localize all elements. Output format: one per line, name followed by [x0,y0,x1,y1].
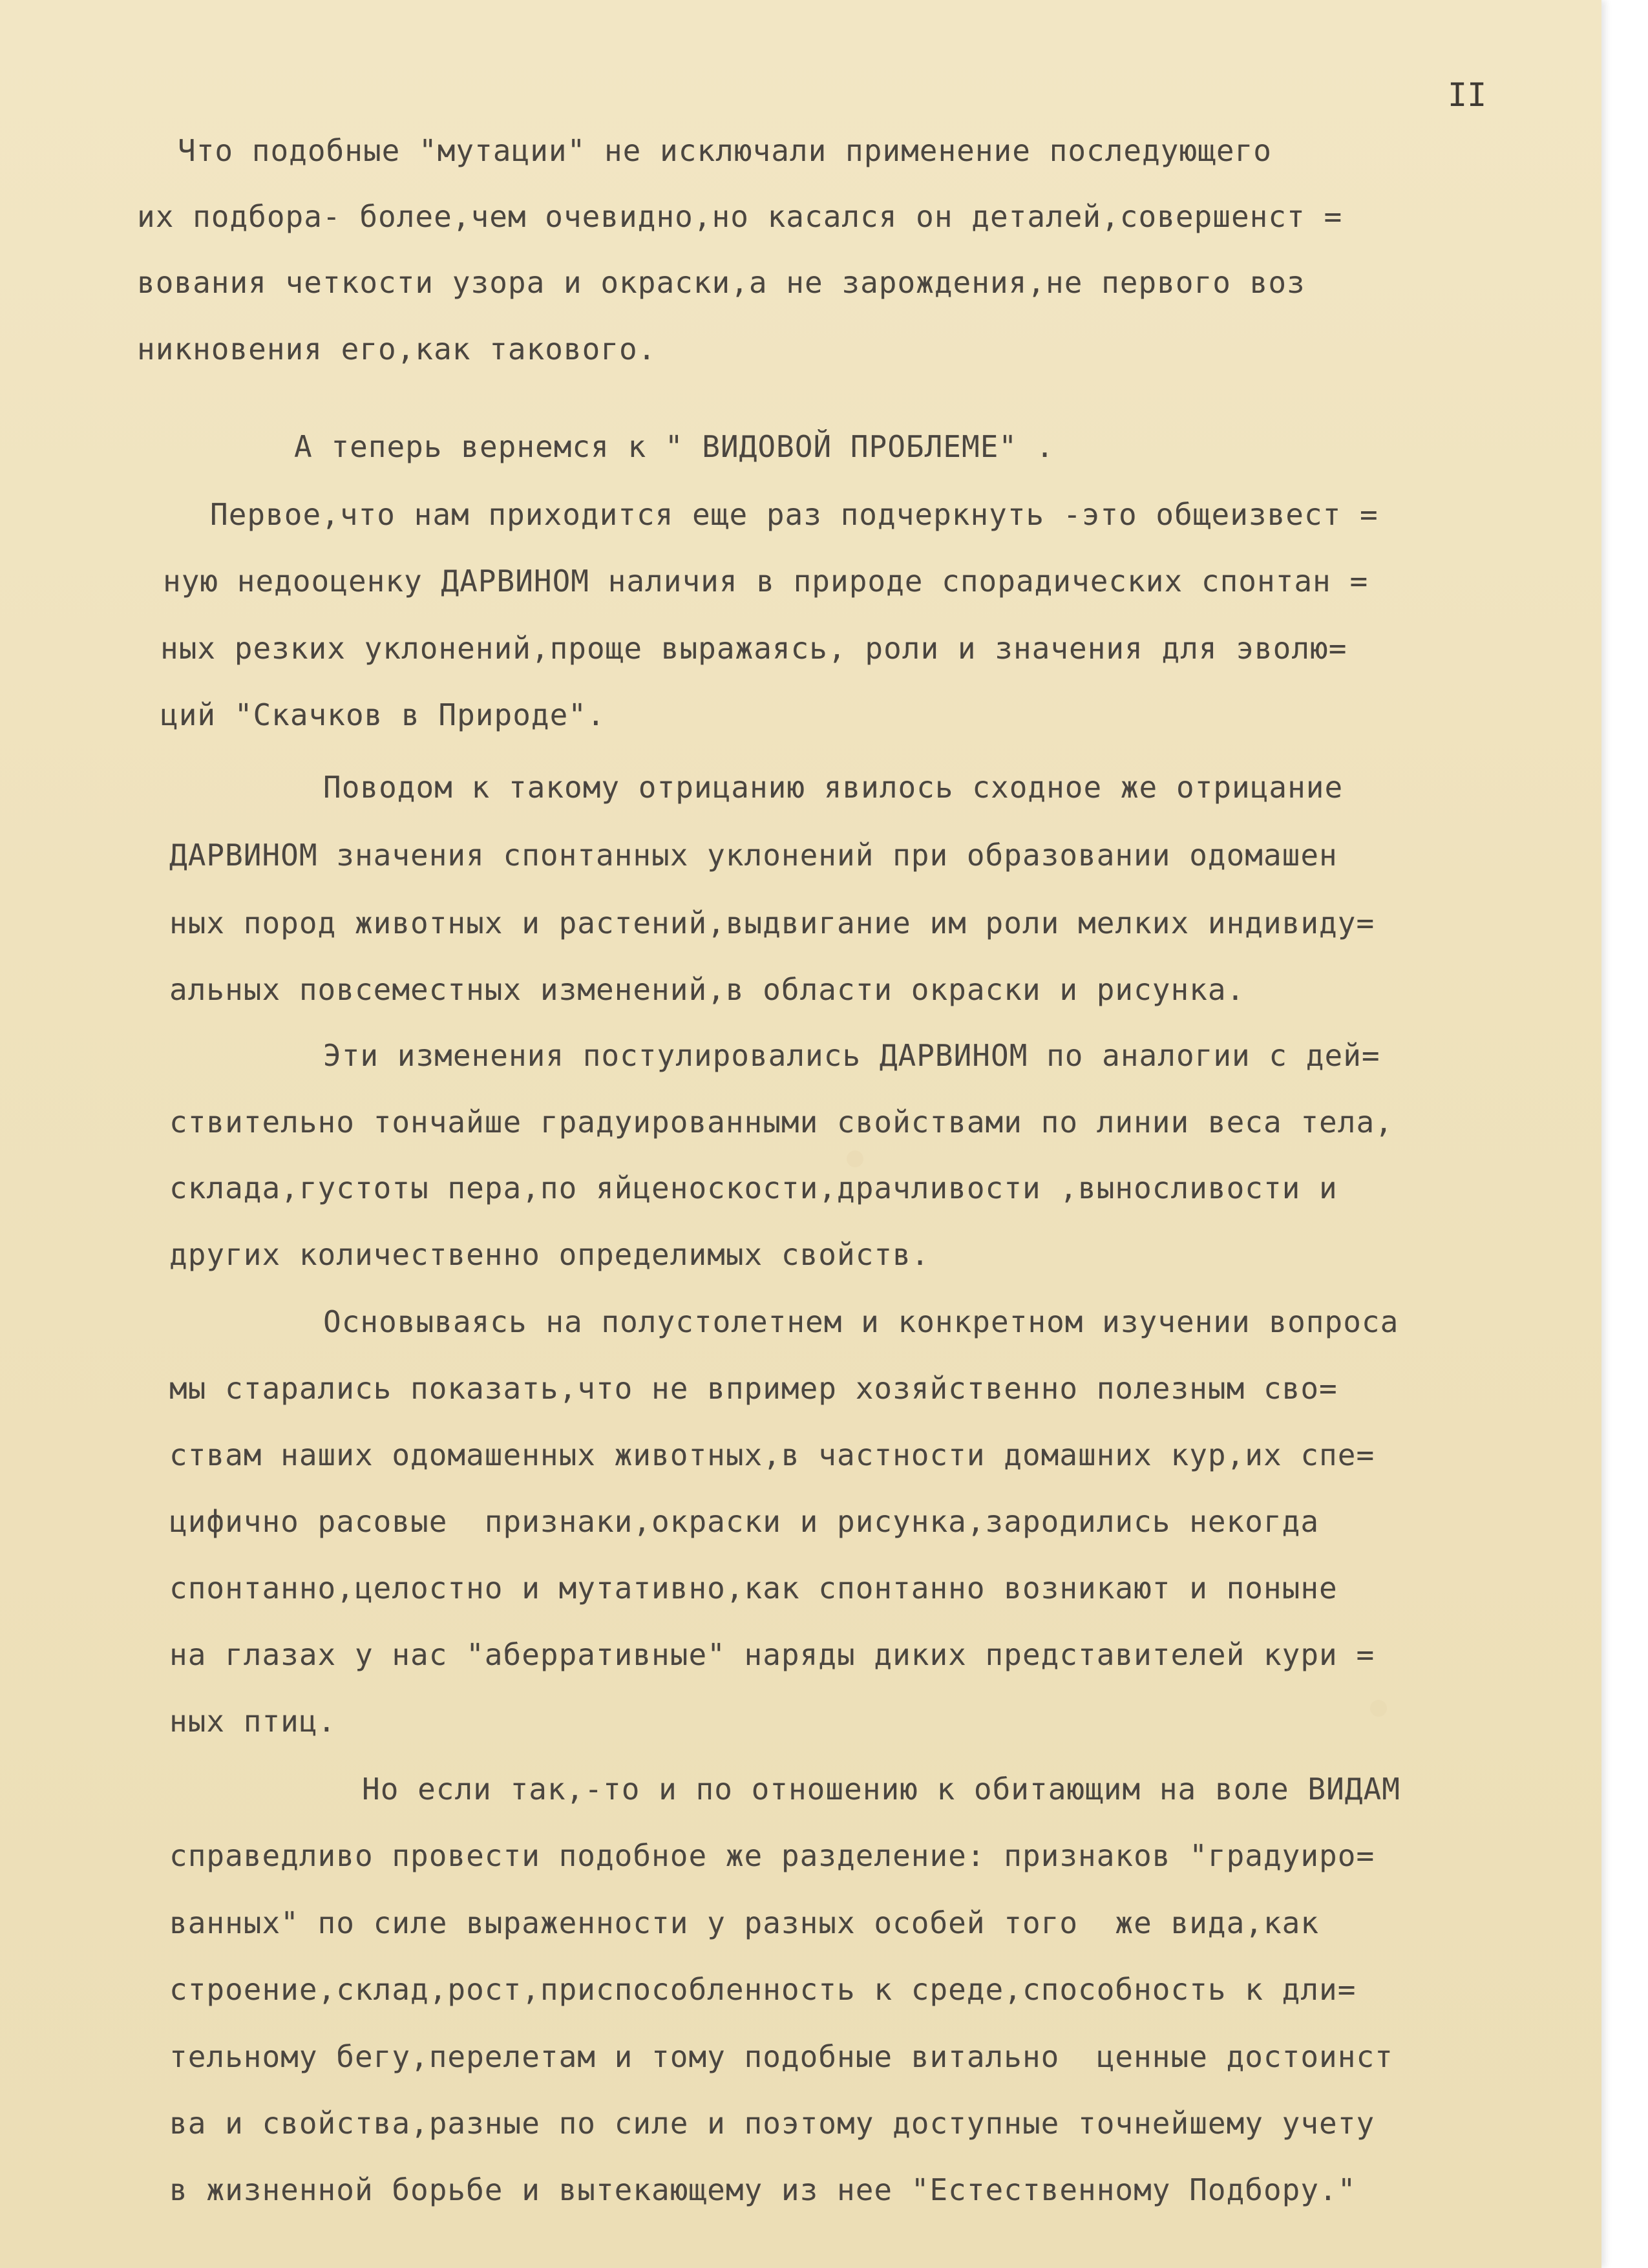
text-line: Основываясь на полустолетнем и конкретном изучении вопроса [323,1304,1399,1339]
text-line: ций "Скачков в Природе". [160,697,606,732]
page-number: II [1448,76,1487,114]
text-line: Поводом к такому отрицанию явилось сходное же отрицание [323,770,1344,805]
text-line: цифично расовые признаки,окраски и рисунка,зародились некогда [169,1504,1320,1539]
text-line: тельному бегу,перелетам и тому подобные витально ценные достоинст [169,2039,1393,2074]
text-line: на глазах у нас "аберративные" наряды диких представителей кури = [169,1637,1375,1672]
text-line: альных повсеместных изменений,в области окраски и рисунка. [169,972,1245,1007]
text-line: Что подобные "мутации" не исключали применение последующего [178,133,1272,168]
text-line: склада,густоты пера,по яйценоскости,драчливости ,выносливости и [169,1171,1338,1205]
text-line: мы старались показать,что не впример хозяйственно полезным сво= [169,1371,1338,1406]
text-line: Первое,что нам приходится еще раз подчеркнуть -это общеизвест = [210,497,1379,532]
text-line: никновения его,как такового. [137,332,657,366]
text-line: ных птиц. [169,1704,337,1739]
text-line: спонтанно,целостно и мутативно,как спонтанно возникают и поныне [169,1571,1338,1606]
text-line: ДАРВИНОМ значения спонтанных уклонений при образовании одомашен [169,838,1338,873]
text-line: в жизненной борьбе и вытекающему из нее "Естественному Подбору." [169,2172,1357,2207]
text-line: вования четкости узора и окраски,а не зарождения,не первого воз [137,265,1305,300]
text-line: ствам наших одомашенных животных,в частности домашних кур,их спе= [169,1437,1375,1472]
text-line: ных резких уклонений,проще выражаясь, роли и значения для эволю= [160,631,1347,666]
text-line: справедливо провести подобное же разделение: признаков "градуиро= [169,1838,1375,1873]
text-line: ва и свойства,разные по силе и поэтому доступные точнейшему учету [169,2106,1375,2141]
text-line: строение,склад,рост,приспособленность к среде,способность к дли= [169,1972,1357,2007]
text-line: ную недооценку ДАРВИНОМ наличия в природе спорадических спонтан = [163,564,1369,599]
text-line: их подбора- более,чем очевидно,но касался он деталей,совершенст = [137,199,1343,234]
section-heading: А теперь вернемся к " ВИДОВОЙ ПРОБЛЕМЕ" . [294,429,1055,464]
text-line: ванных" по силе выраженности у разных особей того же вида,как [169,1905,1320,1940]
text-line: ных пород животных и растений,выдвигание им роли мелких индивиду= [169,906,1375,940]
text-line: Но если так,-то и по отношению к обитающим на воле ВИДАМ [362,1772,1400,1807]
text-line: других количественно определимых свойств. [169,1237,930,1272]
text-line: ствительно тончайше градуированными свойствами по линии веса тела, [169,1105,1393,1139]
text-line: Эти изменения постулировались ДАРВИНОМ по аналогии с дей= [323,1038,1380,1073]
